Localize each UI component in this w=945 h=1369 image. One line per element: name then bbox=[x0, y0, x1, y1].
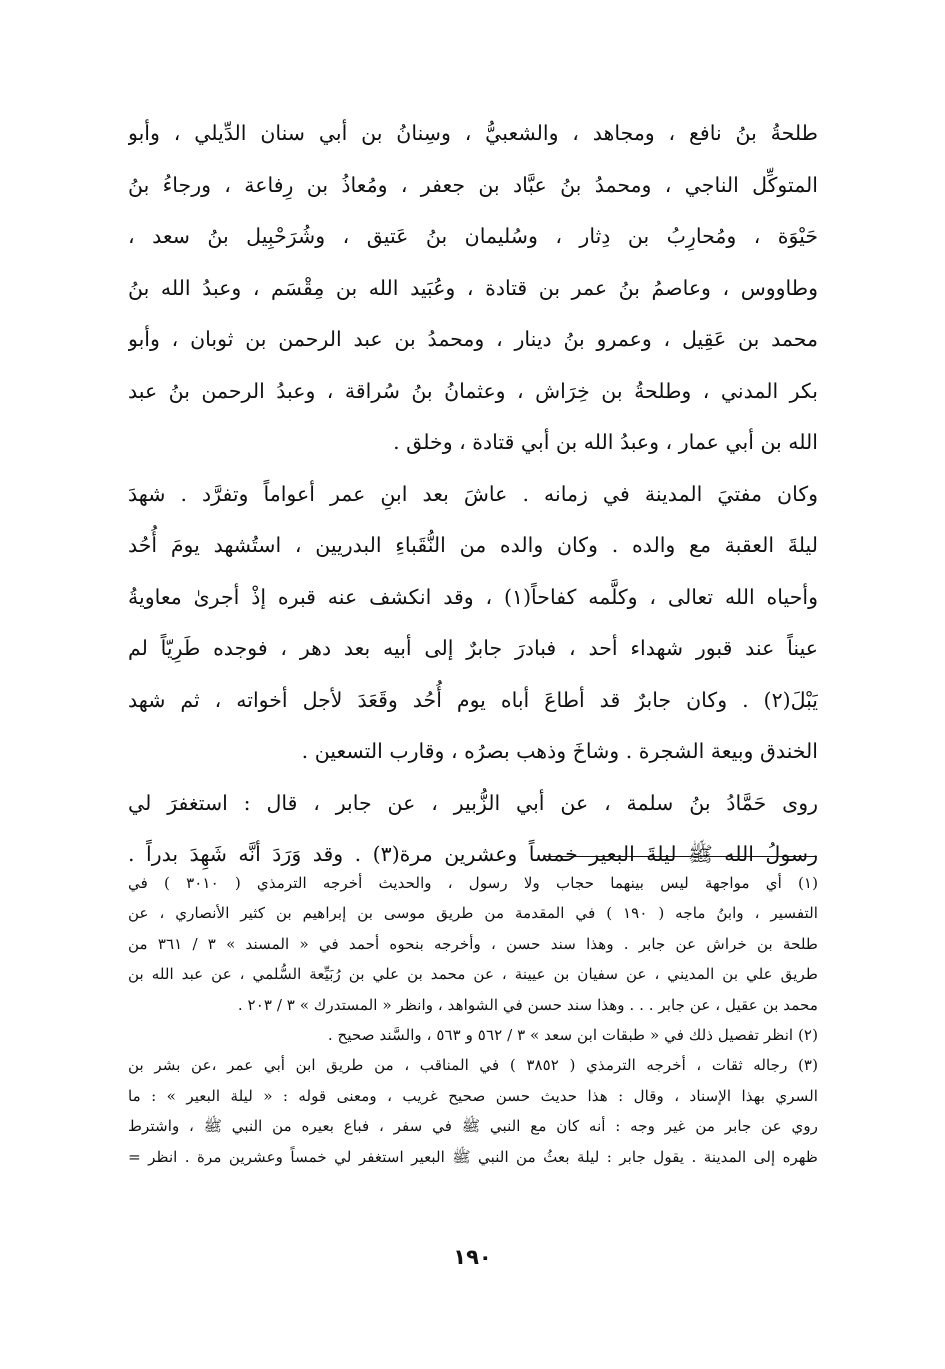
footnote-line: طريق علي بن المديني ، عن سفيان بن عيينة ، عن محمد بن علي بن رُبَيِّعة السُّلمي ، عن عبد الله بن bbox=[128, 965, 818, 984]
body-line: حَيْوَة ، ومُحارِبُ بن دِثار ، وسُليمان بنُ عَتيق ، وشُرَحْبِيل بنُ سعد ، bbox=[128, 224, 818, 248]
footnote-line: التفسير ، وابنُ ماجه ( ١٩٠ ) في المقدمة من طريق موسى بن إبراهيم بن كثير الأنصاري ، عن bbox=[128, 904, 818, 923]
body-line: رسولُ الله ﷺ ليلةَ البعير خمساً وعشرين مرة(٣) . وقد وَرَدَ أنَّه شَهِدَ بدراً . bbox=[128, 842, 818, 866]
body-line: روى حَمَّادُ بنُ سلمة ، عن أبي الزُّبير ، عن جابر ، قال : استغفرَ لي bbox=[128, 790, 818, 815]
body-line: محمد بن عَقِيل ، وعمرو بنُ دينار ، ومحمدُ بن عبد الرحمن بن ثوبان ، وأبو bbox=[128, 327, 818, 351]
footnote-line: طلحة بن خراش عن جابر . وهذا سند حسن ، وأخرجه بنحوه أحمد في « المسند » ٣ / ٣٦١ من bbox=[128, 934, 818, 953]
body-line: الخندق وبيعة الشجرة . وشاخَ وذهب بصرُه ، وقارب التسعين . bbox=[301, 739, 818, 763]
body-line: يَبْلَ(٢) . وكان جابرٌ قد أطاعَ أباه يوم أُحُد وقَعَدَ لأجل أخواته ، ثم شهد bbox=[128, 687, 818, 712]
footnote-line: السري بهذا الإسناد ، وقال : هذا حديث حسن صحيح غريب ، ومعنى قوله : « ليلة البعير » : ما bbox=[128, 1086, 818, 1105]
body-line: طلحةُ بنُ نافع ، ومجاهد ، والشعبيُّ ، وسِنانُ بن أبي سنان الدِّيلي ، وأبو bbox=[128, 121, 818, 145]
body-line: ليلةَ العقبة مع والده . وكان والده من النُّقَباءِ البدريين ، استُشهد يومَ أُحُد bbox=[128, 533, 818, 557]
footnote-line: ظهره إلى المدينة . يقول جابر : ليلة بعثُ من النبي ﷺ البعير استغفر لي خمساً وعشرين مرة . انظر = bbox=[128, 1147, 818, 1166]
page-number: ١٩٠ bbox=[453, 1245, 492, 1269]
footnote-separator bbox=[545, 856, 817, 857]
footnote-line: روي عن جابر من غير وجه : أنه كان مع النبي ﷺ في سفر ، فباع بعيره من النبي ﷺ ، واشترط bbox=[128, 1117, 818, 1136]
footnotes bbox=[128, 868, 818, 1172]
body-line: عيناً عند قبور شهداء أحد ، فبادرَ جابرٌ إلى أبيه بعد دهر ، فوجده طَرِيّاً لم bbox=[128, 636, 818, 660]
footnote-line: (١) أي مواجهة ليس بينهما حجاب ولا رسول ، والحديث أخرجه الترمذي ( ٣٠١٠ ) في bbox=[128, 874, 818, 892]
body-line: الله بن أبي عمار ، وعبدُ الله بن أبي قتادة ، وخلق . bbox=[393, 430, 818, 454]
footnote-line: (٣) رجاله ثقات ، أخرجه الترمذي ( ٣٨٥٢ ) في المناقب ، من طريق ابن أبي عمر ،عن بشر بن bbox=[128, 1056, 818, 1075]
body-line: وأحياه الله تعالى ، وكلَّمه كفاحاً(١) ، وقد انكشف عنه قبره إذْ أجرىٰ معاويةُ bbox=[128, 584, 818, 609]
body-line: وكان مفتيَ المدينة في زمانه . عاشَ بعد ابنِ عمر أعواماً وتفرَّد . شهدَ bbox=[128, 481, 818, 506]
body-line: بكر المدني ، وطلحةُ بن خِرَاش ، وعثمانُ بنُ سُراقة ، وعبدُ الرحمن بنُ عبد bbox=[128, 378, 818, 403]
main-text bbox=[128, 108, 818, 881]
footnote-line: محمد بن عقيل ، عن جابر . . . وهذا سند حسن في الشواهد ، وانظر « المستدرك » ٣ / ٢٠٣ . bbox=[237, 995, 818, 1014]
body-line: وطاووس ، وعاصمُ بنُ عمر بن قتادة ، وعُبَيد الله بن مِقْسَم ، وعبدُ الله بنُ bbox=[128, 275, 818, 300]
footnote-line: (٢) انظر تفصيل ذلك في « طبقات ابن سعد » ٣ / ٥٦٢ و ٥٦٣ ، والسَّند صحيح . bbox=[327, 1025, 818, 1044]
body-line: المتوكِّل الناجي ، ومحمدُ بنُ عبَّاد بن جعفر ، ومُعاذُ بن رِفاعة ، ورجاءُ بنُ bbox=[128, 172, 818, 197]
